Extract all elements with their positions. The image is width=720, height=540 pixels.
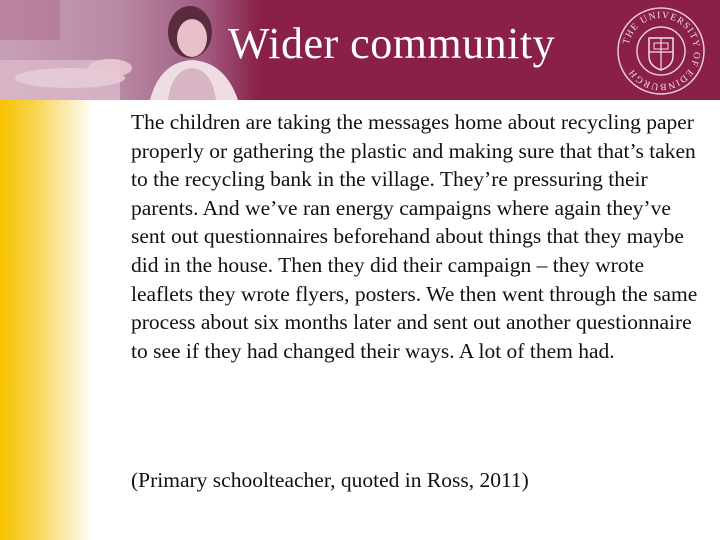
- header-photo: [0, 0, 260, 100]
- quote-paragraph: The children are taking the messages home about recycling paper properly or gathering the plastic and making sure that that’s taken to the recycling bank in the village. They’re pressuring their parents. And we’ve ran energy campaigns where again they’ve sent out questionnaires beforehand about things that they maybe did in the house. Then they did their campaign – they wrote leaflets they wrote flyers, posters. We then went through the same process about six months later and sent out another questionnaire to see if they had changed their ways. A lot of them had.: [131, 110, 698, 363]
- left-accent-bar: [0, 100, 94, 540]
- citation-text: (Primary schoolteacher, quoted in Ross, 2011): [131, 468, 529, 492]
- logo-text: THE UNIVERSITY OF EDINBURGH: [621, 10, 702, 92]
- people-photo-image: [0, 0, 260, 100]
- slide-body: [131, 108, 701, 492]
- university-logo-icon: [616, 6, 706, 96]
- slide-title: Wider community: [228, 19, 556, 68]
- slide-header: [0, 0, 720, 100]
